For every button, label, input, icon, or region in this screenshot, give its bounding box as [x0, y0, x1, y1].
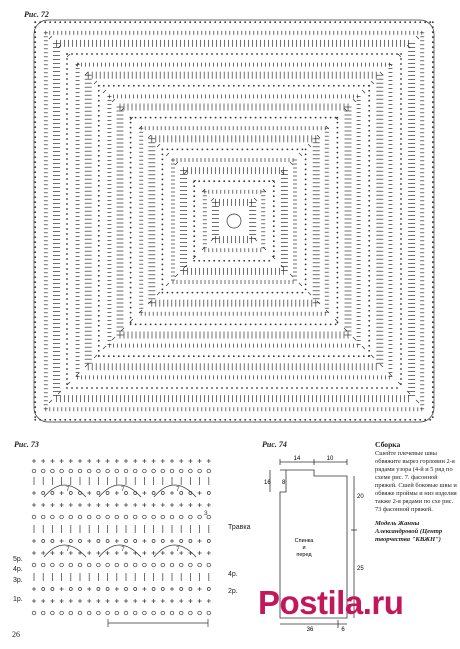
model-credit: Модель Жанны Александровой (Центр творчества "КВЖН"): [375, 520, 443, 543]
row-label-1r: 1р.: [13, 596, 23, 603]
arc-number: 7: [121, 486, 125, 493]
row-label-4r-left: 4р.: [13, 566, 23, 573]
arc-number: 7: [121, 546, 125, 553]
row-label-5r: 5р.: [13, 556, 23, 563]
assembly-text: Сшейте плечевые швы обвяжите вырез горловин 2-я рядами узора (4-й и 5 ряд по схеме рис. 7. фасонной пряжей. Сшей боковые швы и обвяже проймы и низ изделия также 2-я рядами по схе рис. 73 фасонной пряжей.: [375, 450, 457, 513]
row-label-4r-right: 4р.: [228, 571, 238, 578]
watermark-logo: Postila.ru: [258, 584, 404, 621]
arc-number: 7: [176, 486, 180, 493]
page-number: 26: [12, 630, 20, 639]
dim-top-left: 14: [293, 456, 301, 462]
dim-left-inner: 8: [282, 480, 286, 486]
back-front-label: Спинка и перед: [294, 538, 314, 558]
dim-bottom-left: 36: [306, 627, 314, 632]
assembly-instructions: [375, 441, 457, 544]
figure-72-label: Рис. 72: [24, 10, 49, 19]
row-label-2r-right: 2р.: [228, 588, 238, 595]
arc-number: 7: [66, 486, 70, 493]
dim-top-right: 10: [326, 456, 334, 462]
edging-pattern-chart: [28, 453, 224, 631]
row-label-travka: Травка: [228, 524, 251, 531]
arc-number: 7: [66, 546, 70, 553]
arc-number-alt: 3: [204, 510, 208, 517]
crochet-square-chart: [28, 14, 440, 428]
figure-73-label: Рис. 73: [14, 440, 39, 449]
dim-left-side: 16: [264, 480, 271, 486]
dim-right-lower: 25: [357, 566, 364, 572]
row-label-3r: 3р.: [13, 577, 23, 584]
assembly-title: Сборка: [375, 440, 401, 449]
dim-right-upper: 20: [357, 494, 364, 500]
arc-number: 7: [176, 546, 180, 553]
dim-bottom-right: 6: [341, 627, 345, 632]
figure-74-label: Рис. 74: [262, 440, 287, 449]
